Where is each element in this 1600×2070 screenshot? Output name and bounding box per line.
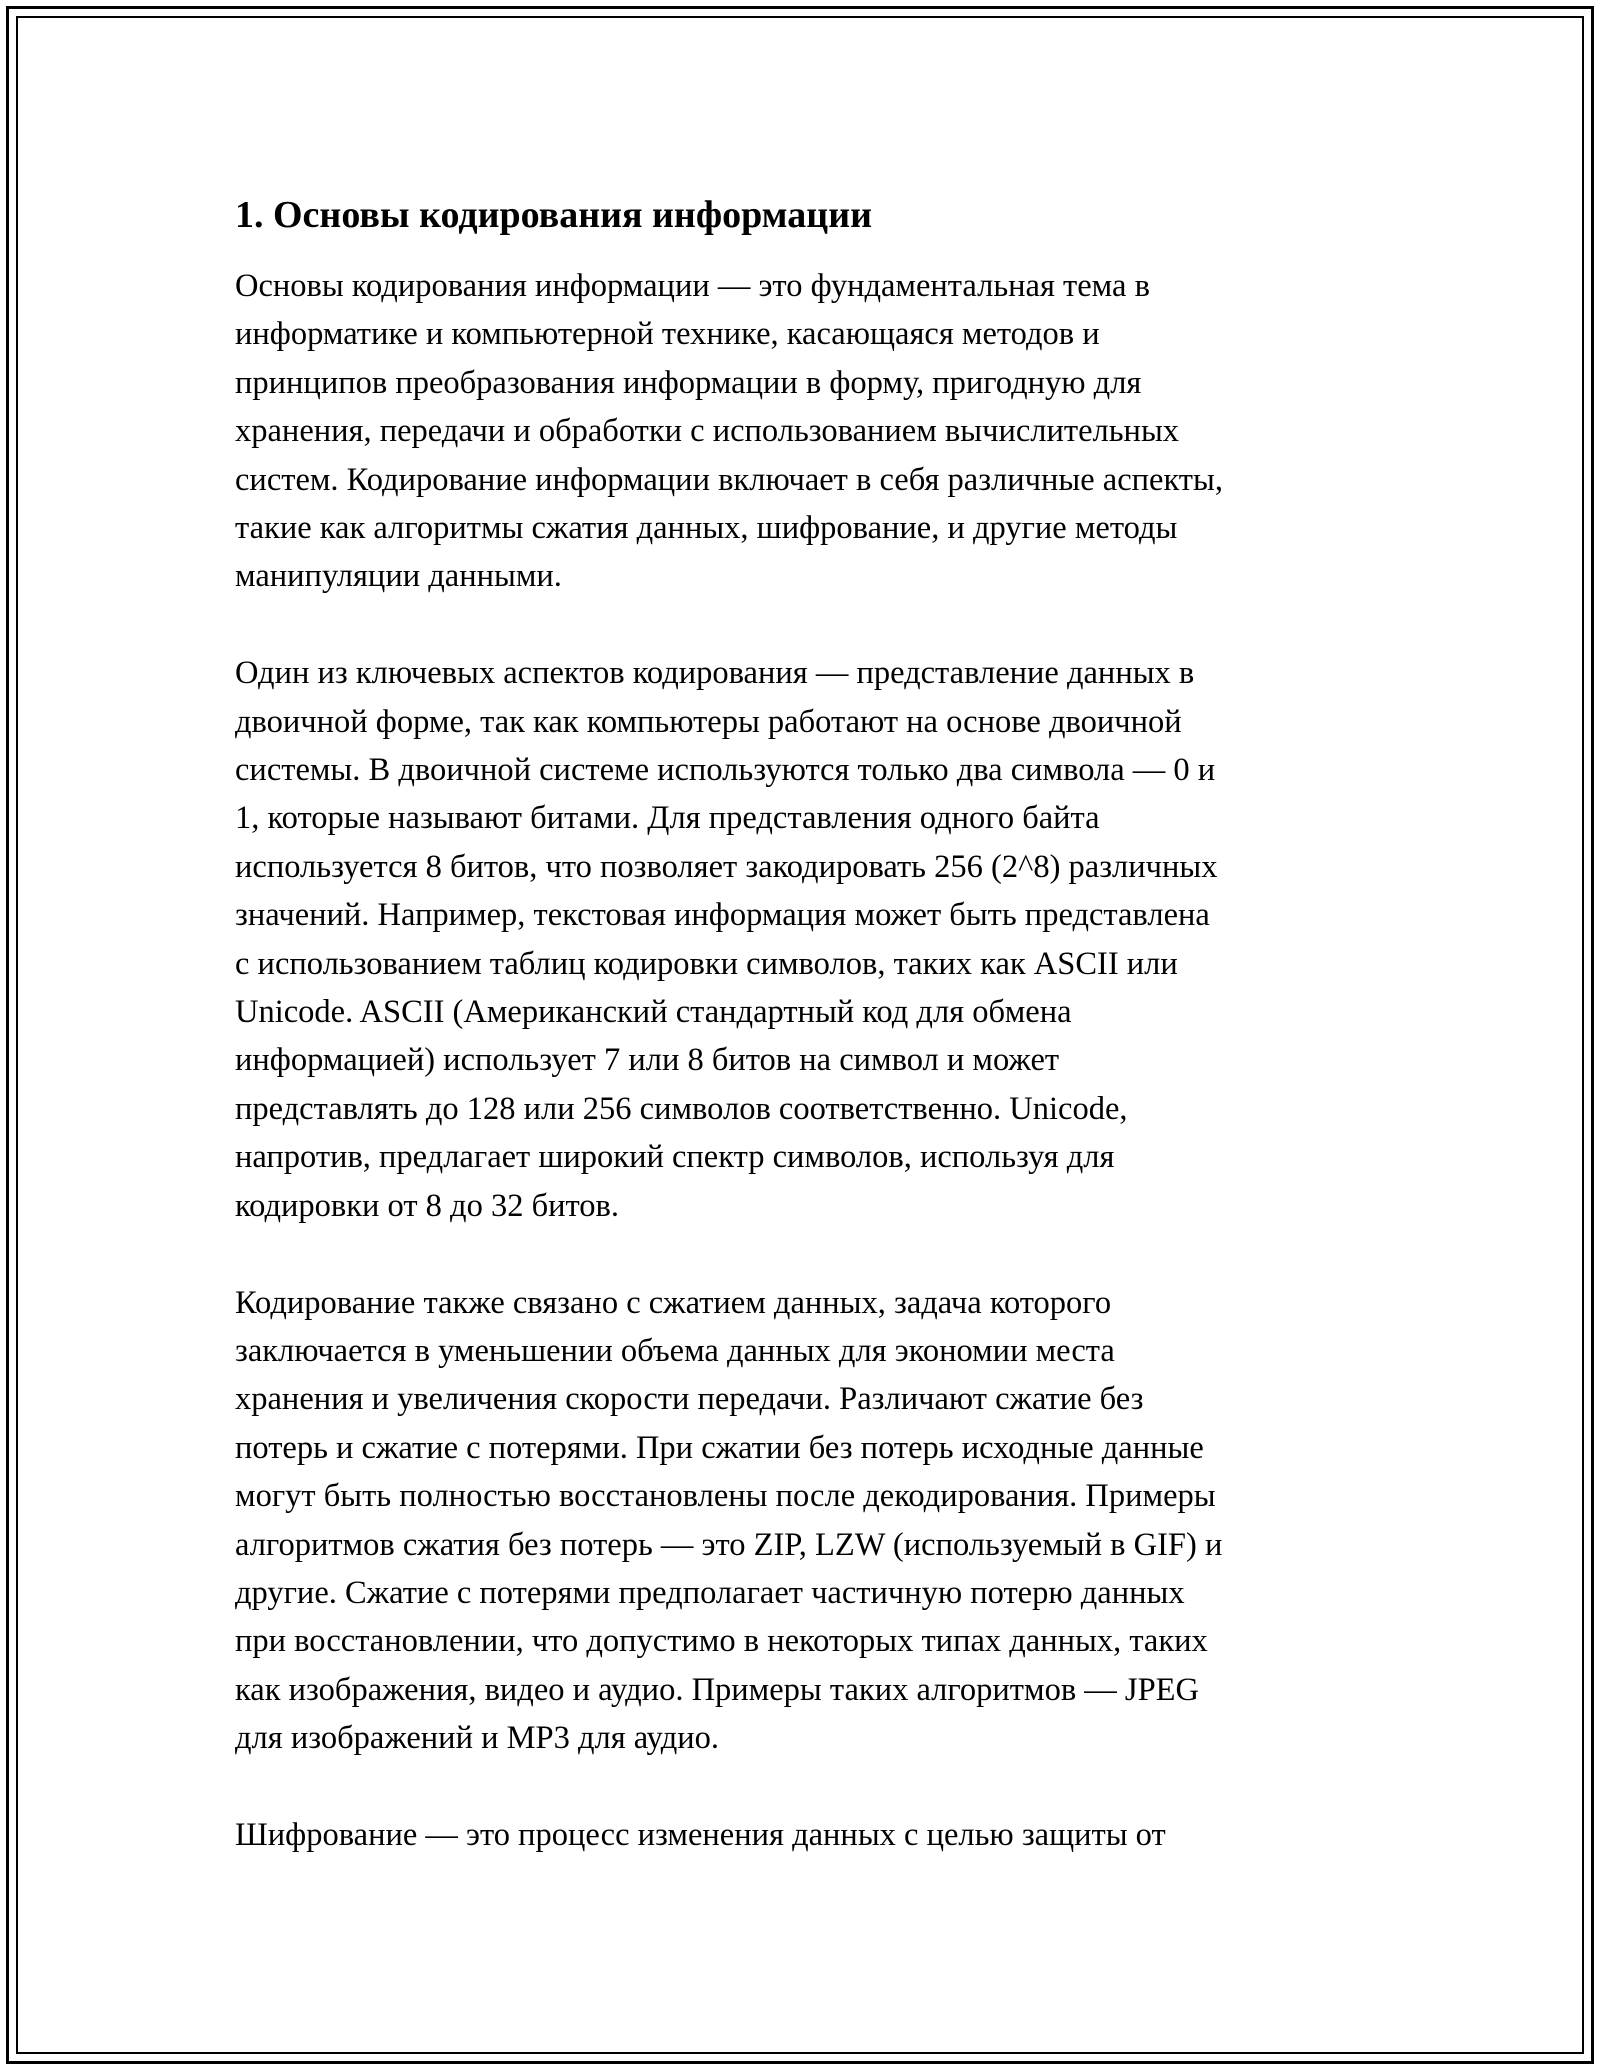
paragraph-3 — [235, 1279, 1370, 1763]
paragraph-line: информатике и компьютерной технике, касающаяся методов и — [235, 316, 1100, 353]
paragraph-line: систем. Кодирование информации включает в себя различные аспекты, — [235, 461, 1223, 498]
paragraph-line: алгоритмов сжатия без потерь — это ZIP, LZW (используемый в GIF) и — [235, 1526, 1223, 1563]
paragraph-line: двоичной форме, так как компьютеры работают на основе двоичной — [235, 703, 1182, 740]
paragraph-line: представлять до 128 или 256 символов соответственно. Unicode, — [235, 1090, 1128, 1127]
paragraph-line: значений. Например, текстовая информация может быть представлена — [235, 897, 1210, 934]
paragraph-line: хранения, передачи и обработки с использованием вычислительных — [235, 413, 1180, 450]
paragraph-line: для изображений и MP3 для аудио. — [235, 1720, 720, 1757]
paragraph-line: такие как алгоритмы сжатия данных, шифрование, и другие методы — [235, 510, 1178, 547]
paragraph-line: используется 8 битов, что позволяет закодировать 256 (2^8) различных — [235, 848, 1218, 885]
paragraph-line: другие. Сжатие с потерями предполагает частичную потерю данных — [235, 1574, 1185, 1611]
paragraphs-container — [235, 262, 1370, 1859]
paragraph-1 — [235, 262, 1370, 601]
paragraph-line: напротив, предлагает широкий спектр символов, используя для — [235, 1139, 1115, 1176]
paragraph-2 — [235, 649, 1370, 1230]
paragraph-line: кодировки от 8 до 32 битов. — [235, 1187, 620, 1224]
paragraph-line: системы. В двоичной системе используются только два символа — 0 и — [235, 752, 1216, 789]
paragraph-line: как изображения, видео и аудио. Примеры таких алгоритмов — JPEG — [235, 1671, 1199, 1708]
paragraph-line: могут быть полностью восстановлены после декодирования. Примеры — [235, 1478, 1216, 1515]
paragraph-line: Один из ключевых аспектов кодирования — представление данных в — [235, 655, 1195, 692]
document-body — [235, 188, 1370, 1908]
paragraph-line: манипуляции данными. — [235, 558, 562, 595]
section-title: 1. Основы кодирования информации — [235, 194, 872, 236]
paragraph-line: с использованием таблиц кодировки символов, таких как ASCII или — [235, 945, 1178, 982]
paragraph-line: Основы кодирования информации — это фундаментальная тема в — [235, 268, 1150, 304]
paragraph-line: принципов преобразования информации в форму, пригодную для — [235, 364, 1142, 401]
paragraph-line: 1, которые называют битами. Для представления одного байта — [235, 800, 1100, 837]
paragraph-line: Шифрование — это процесс изменения данных с целью защиты от — [235, 1816, 1166, 1853]
paragraph-line: заключается в уменьшении объема данных для экономии места — [235, 1332, 1115, 1369]
paragraph-4 — [235, 1811, 1370, 1859]
paragraph-line: потерь и сжатие с потерями. При сжатии без потерь исходные данные — [235, 1429, 1204, 1466]
paragraph-line: Кодирование также связано с сжатием данных, задача которого — [235, 1284, 1112, 1321]
paragraph-line: информацией) использует 7 или 8 битов на символ и может — [235, 1042, 1060, 1079]
paragraph-line: хранения и увеличения скорости передачи. Различают сжатие без — [235, 1381, 1144, 1418]
paragraph-line: Unicode. ASCII (Американский стандартный код для обмена — [235, 994, 1072, 1031]
paragraph-line: при восстановлении, что допустимо в некоторых типах данных, таких — [235, 1623, 1208, 1660]
